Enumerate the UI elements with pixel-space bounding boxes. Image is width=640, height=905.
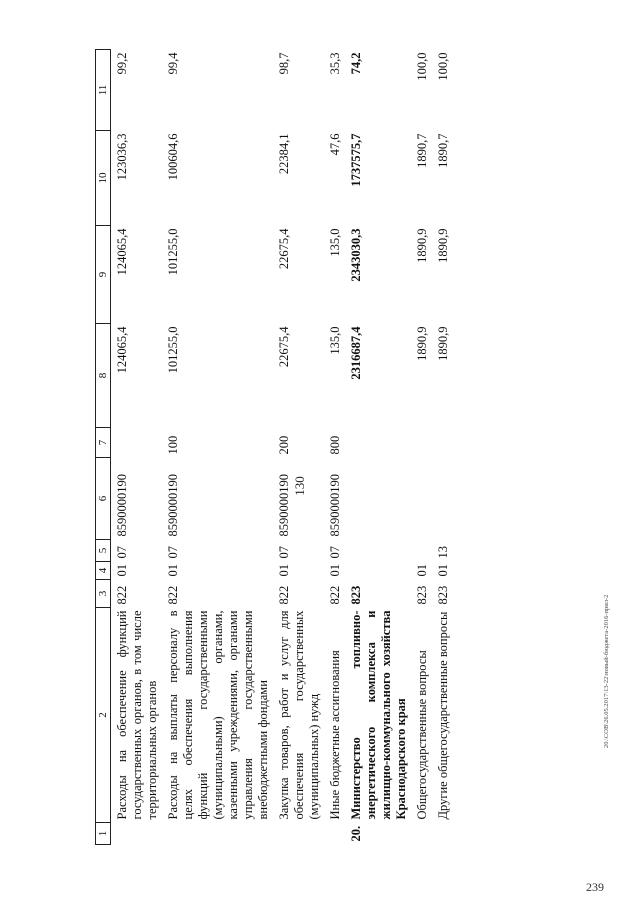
- row-name: Расходы на обеспечение функций государственных органов, в том числе территориальных органов: [115, 610, 159, 820]
- cell-expense-type: 200: [277, 435, 291, 455]
- cell-col10: 47,6: [328, 133, 342, 156]
- cell-section-code: [345, 562, 411, 580]
- cell-col8: 135,0: [328, 326, 342, 355]
- table-row: [273, 50, 324, 845]
- table-row: [324, 50, 345, 845]
- cell-col9: 135,0: [328, 228, 342, 257]
- cell-subsection-code: 07: [277, 546, 291, 559]
- table-header: [96, 50, 111, 845]
- table-row: [162, 50, 273, 845]
- cell-col9: 1890,9: [436, 228, 450, 263]
- cell-col11: 100,0: [436, 52, 450, 81]
- cell-col8: 1890,9: [436, 326, 450, 361]
- file-path-note: 20.\СОВ\26.05.2017\13-22\новый-бюджета-2016-прил-2: [603, 594, 610, 748]
- cell-section-code: 01: [166, 564, 180, 577]
- row-number: [411, 823, 432, 845]
- row-name: Иные бюджетные ассигнования: [328, 650, 342, 820]
- cell-expense-type: [345, 428, 411, 458]
- cell-target-article: [345, 458, 411, 540]
- cell-col11: 98,7: [277, 52, 291, 75]
- rotated-budget-table-region: [95, 50, 577, 845]
- row-name: Министерство топливно-энергетического комплекса и жилищно-коммунального хозяйства Краснодарского края: [349, 610, 408, 820]
- row-number: [162, 823, 273, 845]
- cell-subsection-code: 07: [166, 546, 180, 559]
- row-name: Другие общегосударственные вопросы: [436, 611, 450, 820]
- cell-target-article: [432, 458, 453, 540]
- cell-expense-type: [411, 428, 432, 458]
- cell-target-article: [411, 458, 432, 540]
- cell-expense-type: 800: [328, 435, 342, 455]
- cell-col10: 1890,7: [415, 133, 429, 168]
- table-row-ministry: [345, 50, 411, 845]
- cell-subsection-code: 07: [115, 546, 129, 559]
- row-number: [111, 823, 163, 845]
- cell-ministry-code: 823: [349, 585, 363, 605]
- page-number-bottom: 239: [586, 880, 604, 894]
- cell-section-code: 01: [115, 564, 129, 577]
- row-number: 20.: [349, 825, 363, 842]
- cell-ministry-code: 822: [166, 585, 180, 605]
- cell-col10: 123036,3: [115, 133, 129, 181]
- cell-target-article: 8590000190: [277, 474, 291, 537]
- table-row: [432, 50, 453, 845]
- cell-subsection-code: [345, 540, 411, 562]
- cell-section-code: 01: [415, 564, 429, 577]
- table-row: [111, 50, 163, 845]
- cell-col9: 2343030,3: [349, 228, 363, 282]
- cell-section-code: 01: [277, 564, 291, 577]
- row-name: Общегосударственные вопросы: [415, 650, 429, 820]
- cell-col9: 101255,0: [166, 228, 180, 276]
- cell-col8: 22675,4: [277, 326, 291, 368]
- cell-col8: 124065,4: [115, 326, 129, 374]
- cell-col8: 2316687,4: [349, 326, 363, 380]
- cell-col10: 100604,6: [166, 133, 180, 181]
- column-header: 2: [96, 608, 111, 823]
- cell-subsection-code: 07: [328, 546, 342, 559]
- cell-ministry-code: 822: [277, 585, 291, 605]
- row-name: Закупка товаров, работ и услуг для обеспечения государственных (муниципальных) нужд: [277, 610, 321, 820]
- cell-col10: 22384,1: [277, 133, 291, 175]
- column-header: 5: [96, 540, 111, 562]
- cell-col11: 99,4: [166, 52, 180, 75]
- cell-col9: 124065,4: [115, 228, 129, 276]
- column-header: 8: [96, 324, 111, 428]
- column-header: 6: [96, 458, 111, 540]
- row-number: [273, 823, 324, 845]
- cell-section-code: 01: [436, 564, 450, 577]
- column-header: 9: [96, 226, 111, 324]
- table-row: [411, 50, 432, 845]
- row-name: Расходы на выплаты персоналу в целях обеспечения выполнения функций государственными (муниципальными) органами, казенными учреждениями, органами управления государственными внебюджетными фондами: [166, 610, 270, 820]
- cell-expense-type: 100: [166, 435, 180, 455]
- row-number: [324, 823, 345, 845]
- cell-ministry-code: 822: [328, 585, 342, 605]
- cell-ministry-code: 823: [415, 585, 429, 605]
- cell-col9: 22675,4: [277, 228, 291, 270]
- cell-col8: 1890,9: [415, 326, 429, 361]
- column-header: 3: [96, 580, 111, 608]
- cell-section-code: 01: [328, 564, 342, 577]
- cell-expense-type: [432, 428, 453, 458]
- cell-target-article: 8590000190: [166, 474, 180, 537]
- cell-subsection-code: 13: [436, 546, 450, 559]
- table-body: [111, 50, 454, 845]
- cell-ministry-code: 822: [115, 585, 129, 605]
- cell-col11: 100,0: [415, 52, 429, 81]
- cell-subsection-code: [411, 540, 432, 562]
- cell-col8: 101255,0: [166, 326, 180, 374]
- cell-col10: 1890,7: [436, 133, 450, 168]
- column-header: 11: [96, 50, 111, 131]
- cell-expense-type: [111, 428, 163, 458]
- cell-col10: 1737575,7: [349, 133, 363, 187]
- column-header: 1: [96, 823, 111, 845]
- page-number-top: 130: [292, 476, 307, 496]
- column-header: 4: [96, 562, 111, 580]
- cell-target-article: 8590000190: [328, 474, 342, 537]
- cell-col11: 74,2: [349, 52, 363, 75]
- column-header: 7: [96, 428, 111, 458]
- cell-col9: 1890,9: [415, 228, 429, 263]
- budget-table: [95, 49, 453, 845]
- column-header: 10: [96, 131, 111, 226]
- row-number: [432, 823, 453, 845]
- cell-col11: 99,2: [115, 52, 129, 75]
- cell-col11: 35,3: [328, 52, 342, 75]
- cell-target-article: 8590000190: [115, 474, 129, 537]
- cell-ministry-code: 823: [436, 585, 450, 605]
